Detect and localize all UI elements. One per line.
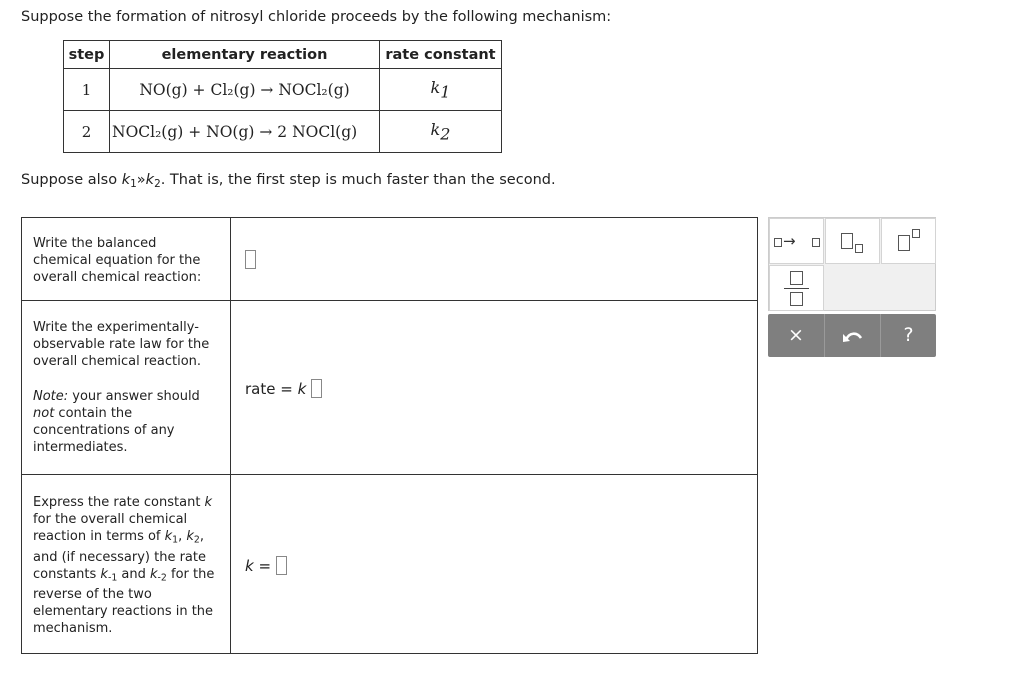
reaction-equation: NOCl₂(g) + NO(g) → 2 NOCl(g) — [110, 111, 380, 153]
k-subscript: -1 — [107, 572, 118, 584]
prompt-text: , — [178, 529, 187, 544]
equals-sign: = — [253, 557, 276, 575]
k-symbol: k — [186, 529, 194, 544]
k-symbol: k — [121, 172, 131, 188]
note-text: your answer should — [68, 389, 200, 404]
placeholder-box-icon — [812, 238, 820, 247]
assumption-text — [21, 172, 556, 190]
undo-button[interactable] — [825, 314, 881, 357]
rate-constant-answer-input[interactable] — [276, 556, 287, 575]
step-number: 1 — [64, 69, 110, 111]
assumption-lead: Suppose also — [21, 172, 122, 188]
assumption-rest: . That is, the first step is much faster than the second. — [160, 172, 556, 188]
mechanism-table — [63, 40, 502, 153]
question-prompt: Write the balanced chemical equation for the overall chemical reaction: — [33, 236, 202, 285]
subscript-template-button[interactable] — [825, 218, 880, 264]
base-box-icon — [841, 233, 853, 249]
math-palette — [768, 217, 936, 357]
question-prompt — [33, 494, 218, 637]
k-symbol: k — [204, 495, 213, 510]
rate-constant-cell — [380, 69, 502, 111]
intro-text: Suppose the formation of nitrosyl chloride proceeds by the following mechanism: — [21, 9, 612, 25]
undo-icon — [842, 329, 864, 343]
superscript-box-icon — [912, 229, 920, 238]
k-subscript: 1 — [130, 177, 137, 190]
k-symbol: k — [297, 380, 307, 398]
k-symbol: k — [100, 566, 108, 582]
answer-area — [231, 475, 757, 653]
superscript-template-button[interactable] — [881, 218, 936, 264]
arrow-icon: → — [783, 232, 796, 250]
rate-equals-label: rate = — [245, 380, 298, 398]
question-note — [33, 388, 218, 456]
mechanism-row — [64, 69, 502, 111]
k-symbol: k — [164, 529, 173, 544]
mechanism-header-row — [64, 41, 502, 69]
rate-constant-subscript: 2 — [440, 124, 451, 144]
equation-answer-input[interactable] — [245, 250, 256, 269]
reaction-equation: NO(g) + Cl₂(g) → NOCl₂(g) — [110, 69, 380, 111]
subscript-box-icon — [855, 244, 863, 253]
rate-constant: k — [430, 77, 441, 97]
k-subscript: 1 — [172, 534, 179, 546]
prompt-text: and — [117, 566, 151, 582]
mechanism-row — [64, 111, 502, 153]
answer-area — [231, 218, 757, 300]
palette-action-bar — [768, 314, 936, 357]
much-greater-symbol: » — [136, 172, 146, 188]
prompt-text: , and (if necessary) the rate constants — [33, 529, 206, 582]
header-step: step — [64, 41, 110, 69]
fraction-template-button[interactable] — [769, 265, 824, 311]
numerator-box-icon — [790, 271, 803, 285]
note-emphasis: not — [33, 406, 55, 421]
fraction-bar-icon — [784, 288, 809, 289]
header-rate-constant: rate constant — [380, 41, 502, 69]
question-label — [22, 475, 231, 653]
palette-templates — [768, 217, 936, 311]
base-box-icon — [898, 235, 910, 251]
rate-law-answer-input[interactable] — [311, 379, 322, 398]
placeholder-box-icon — [774, 238, 782, 247]
clear-button[interactable]: × — [788, 324, 804, 346]
k-subscript: -2 — [157, 572, 167, 584]
question-row-rate-law — [22, 301, 757, 475]
rate-law-answer — [245, 379, 322, 398]
k-symbol: k — [150, 566, 158, 582]
question-panel — [21, 217, 758, 654]
rate-constant-answer — [245, 556, 287, 575]
reaction-arrow-template-button[interactable] — [769, 218, 824, 264]
question-row-overall-equation — [22, 218, 757, 301]
note-text: contain the concentrations of any intermediates. — [33, 406, 175, 455]
help-button[interactable]: ? — [903, 324, 914, 346]
question-label — [22, 301, 231, 474]
k-subscript: 2 — [193, 534, 200, 546]
k-symbol: k — [245, 557, 254, 575]
question-row-rate-constant — [22, 475, 757, 653]
step-number: 2 — [64, 111, 110, 153]
prompt-text: Express the rate constant — [33, 495, 205, 510]
k-symbol: k — [145, 172, 155, 188]
rate-constant-cell — [380, 111, 502, 153]
prompt-text: for the overall chemical reaction in terms of — [33, 512, 188, 544]
prompt-text: for the reverse of the two elementary reactions in the mechanism. — [33, 566, 215, 637]
note-label: Note: — [33, 389, 69, 404]
rate-constant-subscript: 1 — [440, 82, 451, 102]
k-subscript: 2 — [154, 177, 161, 190]
header-elementary-reaction: elementary reaction — [110, 41, 380, 69]
question-prompt: Write the experimentally-observable rate law for the overall chemical reaction. — [33, 320, 210, 369]
answer-area — [231, 301, 757, 474]
question-label — [22, 218, 231, 300]
denominator-box-icon — [790, 292, 803, 306]
rate-constant: k — [430, 119, 441, 139]
